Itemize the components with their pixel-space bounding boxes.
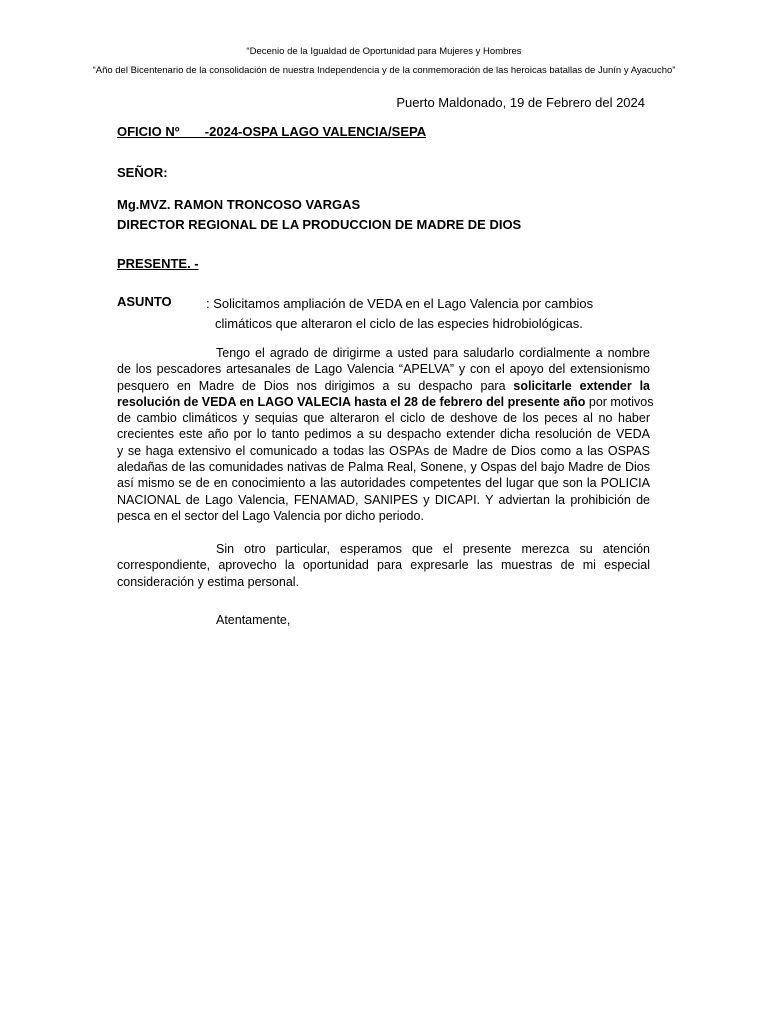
body-line [117,410,650,426]
body-text: por motivos [585,394,654,409]
header-motto-2: “Año del Bicentenario de la consolidación de nuestra Independencia y de la conmemoración de las heroicas batallas de Junín y Ayacucho” [92,65,676,76]
body-text: y se haga extensivo el comunicado a todas las OSPAs de Madre de Dios como a las OSPAS [117,443,650,458]
body-line [117,508,650,524]
body-line [117,345,650,361]
body-line [117,557,650,573]
body-line [117,475,650,491]
asunto-label: ASUNTO [117,294,172,309]
oficio-number: OFICIO Nº -2024-OSPA LAGO VALENCIA/SEPA [117,124,427,139]
body-line [117,426,650,442]
body-text: así mismo se de en conocimiento a las autoridades competentes del lugar que son la POLICIA [117,476,650,491]
body-paragraph-2 [117,541,650,590]
body-line [117,378,650,394]
body-paragraph-1 [117,345,654,524]
asunto-line-1: : Solicitamos ampliación de VEDA en el Lago Valencia por cambios [206,296,594,311]
asunto-line-2: climáticos que alteraron el ciclo de las especies hidrobiológicas. [215,316,583,331]
body-line [117,459,650,475]
recipient-name: Mg.MVZ. RAMON TRONCOSO VARGAS [117,197,361,212]
body-line [117,394,654,410]
header-motto-1: “Decenio de la Igualdad de Oportunidad para Mujeres y Hombres [246,46,522,57]
body-text: pesca en el sector del Lago Valencia por dicho periodo. [117,508,424,523]
body-text: crecientes este año por lo tanto pedimos a su despacho extender dicha resolución de VEDA [117,427,650,442]
date-line: Puerto Maldonado, 19 de Febrero del 2024 [396,95,645,110]
recipient-title: DIRECTOR REGIONAL DE LA PRODUCCION DE MADRE DE DIOS [117,217,522,232]
body-text: correspondiente, aprovecho la oportunidad para expresarle las muestras de mi especial [117,558,650,573]
body-text: de cambio climáticos y sequias que alteraron el ciclo de deshove de los peces al no haber [117,411,650,426]
asunto-text [206,294,593,334]
presente-heading: PRESENTE. - [117,256,199,271]
body-text: Sin otro particular, esperamos que el presente merezca su atención [216,542,650,556]
body-text: Tengo el agrado de dirigirme a usted para saludarlo cordialmente a nombre [216,346,650,360]
body-line [117,574,650,590]
body-text: aledañas de las comunidades nativas de Palma Real, Sonene, y Ospas del bajo Madre de Dios [117,460,650,475]
body-text: de los pescadores artesanales de Lago Valencia “APELVA” y con el apoyo del extensionismo [117,362,650,377]
body-line [117,492,650,508]
body-line [117,443,650,459]
bold-text: resolución de VEDA en LAGO VALECIA hasta el 28 de febrero del presente año [117,394,586,409]
body-text: consideración y estima personal. [117,574,300,589]
bold-text: solicitarle extender la [513,378,651,393]
body-text: pesquero en Madre de Dios nos dirigimos a su despacho para [117,378,514,393]
body-line [117,541,650,557]
salutation: SEÑOR: [117,165,168,180]
recipient-block [117,195,521,235]
closing: Atentamente, [216,613,291,627]
body-line [117,361,650,377]
body-text: NACIONAL de Lago Valencia, FENAMAD, SANIPES y DICAPI. Y adviertan la prohibición de [117,492,650,507]
